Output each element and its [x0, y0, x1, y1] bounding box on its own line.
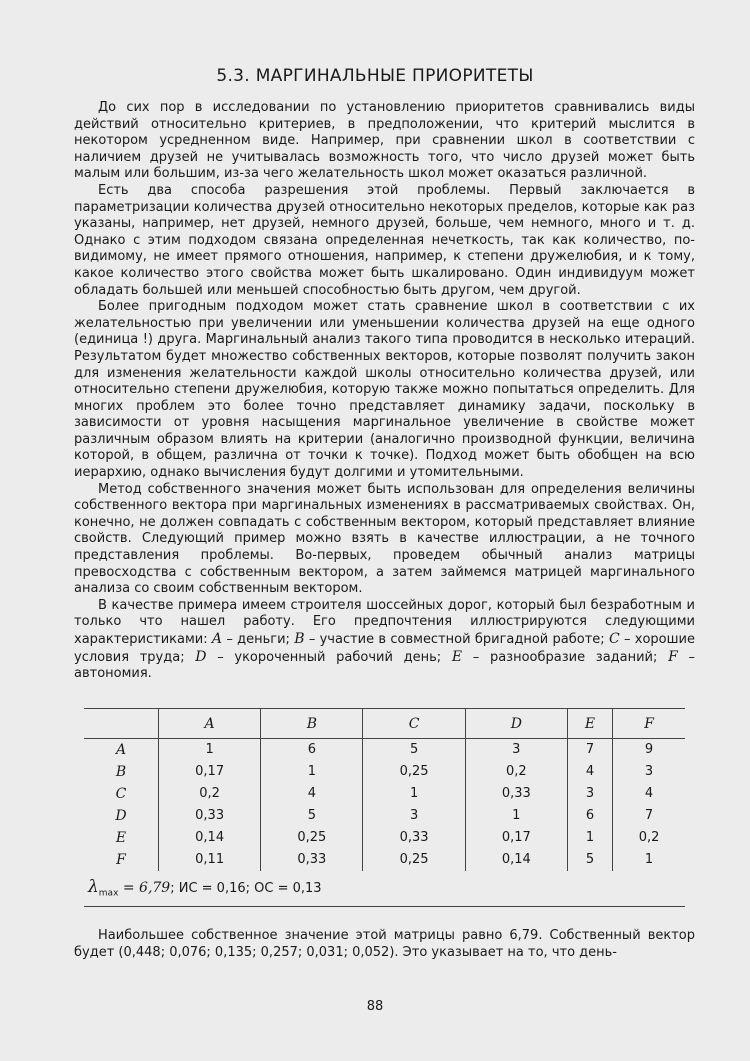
row-label: A — [115, 741, 127, 758]
table-cell: 0,2 — [465, 761, 567, 783]
page-number: 88 — [366, 999, 384, 1014]
row-label: C — [115, 785, 127, 802]
table-cell: 0,14 — [159, 827, 261, 849]
table-cell: 4 — [261, 783, 363, 805]
table-cell: 0,33 — [363, 827, 465, 849]
table-cell: 7 — [613, 805, 685, 827]
table-cell: 9 — [613, 739, 685, 761]
header-cell: B — [261, 709, 363, 739]
table-cell: 5 — [363, 739, 465, 761]
header-cell: A — [159, 709, 261, 739]
text-d: – укороченный рабочий день; — [206, 649, 452, 665]
comparison-matrix — [84, 708, 685, 907]
table-cell: 0,14 — [465, 849, 567, 871]
table-cell: 1 — [567, 827, 612, 849]
symbol-f: F — [668, 648, 678, 665]
table-header-row — [84, 709, 685, 739]
table-cell: 1 — [363, 783, 465, 805]
table-cell: 1 — [465, 805, 567, 827]
body-text — [74, 100, 695, 683]
symbol-c: C — [608, 631, 620, 647]
paragraph-4: Метод собственного значения может быть использован для определения величины собственного вектора при маргинальных изменениях в рассматриваемых свойствах. Он, конечно, не должен совпадать с собственным вектором, который представляет влияние свойств. Следующий пример можно взять в качестве иллюстрации, а не точного представления проблемы. Во-первых, проведем обычный анализ матрицы превосходства с собственным вектором, а затем займемся матрицей маргинального анализа со своим собственным вектором. — [74, 481, 695, 597]
table-cell: 4 — [567, 761, 612, 783]
header-cell: D — [465, 709, 567, 739]
table-cell: 0,2 — [613, 827, 685, 849]
table-cell: 0,33 — [261, 849, 363, 871]
paragraph-2: Есть два способа разрешения этой проблемы. Первый заключается в параметризации количества друзей относительно некоторых пределов, которые как раз указаны, например, нет друзей, немного друзей, больше, чем немного, много и т. д. Однако с этим подходом связана определенная нечеткость, так как количество, по-видимому, не имеет прямого отношения, например, к степени дружелюбия, и к тому, какое количество этого свойства может быть шкалировано. Один индивидуум может обладать большей или меньшей способностью быть другом, чем другой. — [74, 182, 695, 298]
example-paragraph — [74, 598, 695, 683]
header-cell: F — [613, 709, 685, 739]
header-cell: E — [567, 709, 612, 739]
table-cell: 1 — [261, 761, 363, 783]
table-row — [84, 783, 685, 805]
symbol-b: B — [294, 631, 305, 647]
closing-text — [74, 928, 695, 961]
text-a: – деньги; — [222, 632, 295, 647]
text-f: – автономия. — [74, 649, 695, 682]
table-cell: 0,25 — [261, 827, 363, 849]
table-cell: 0,17 — [465, 827, 567, 849]
table-cell: 0,25 — [363, 761, 465, 783]
table-cell: 0,2 — [159, 783, 261, 805]
header-cell: C — [363, 709, 465, 739]
text-b: – участие в совместной бригадной работе; — [304, 632, 609, 647]
paragraph-1: До сих пор в исследовании по установлению приоритетов сравнивались виды действий относительно критериев, в предположении, что критерий мыслится в некотором усредненном виде. Например, при сравнении школ в соответствии с наличием друзей не учитывалась возможность того, что число друзей может быть малым или большим, из-за чего желательность школ может оказаться различной. — [74, 100, 695, 182]
table-row — [84, 739, 685, 761]
row-label: E — [115, 829, 127, 846]
symbol-a: A — [211, 631, 223, 647]
matrix-summary — [84, 871, 685, 908]
section-heading: 5.3. МАРГИНАЛЬНЫЕ ПРИОРИТЕТЫ — [216, 66, 534, 86]
table-cell: 5 — [261, 805, 363, 827]
table-cell: 1 — [159, 739, 261, 761]
table-cell: 0,17 — [159, 761, 261, 783]
table-cell: 0,25 — [363, 849, 465, 871]
table-cell: 3 — [567, 783, 612, 805]
table-cell: 0,11 — [159, 849, 261, 871]
row-label: D — [115, 807, 127, 824]
row-label: F — [116, 851, 126, 868]
table-cell: 6 — [567, 805, 612, 827]
header-cell — [84, 709, 159, 739]
table-row — [84, 761, 685, 783]
table-cell: 3 — [613, 761, 685, 783]
table-cell: 0,33 — [465, 783, 567, 805]
lambda-subscript: max — [98, 888, 119, 899]
lambda-equals: = — [118, 879, 140, 896]
matrix-table — [84, 708, 685, 871]
example-intro: В качестве примера имеем строителя шоссейных дорог, который был безработным и только что нашел работу. Его предпочтения иллюстрируются следующими характеристиками: — [74, 597, 695, 647]
consistency-values: ; ИС = 0,16; ОС = 0,13 — [170, 880, 322, 896]
table-cell: 4 — [613, 783, 685, 805]
paragraph-after-table: Наибольшее собственное значение этой матрицы равно 6,79. Собственный вектор будет (0,448; 0,076; 0,135; 0,257; 0,031; 0,052). Это указывает на то, что день- — [74, 928, 695, 960]
table-row — [84, 805, 685, 827]
paragraph-3: Более пригодным подходом может стать сравнение школ в соответствии с их желательностью при увеличении или уменьшении количества друзей на еще одного (единица !) друга. Маргинальный анализ такого типа проводится в несколько итераций. Результатом будет множество собственных векторов, которые позволят получить закон для изменения желательности каждой школы относительно количества друзей, или относительно степени дружелюбия, которую также можно попытаться определить. Для многих проблем это более точно представляет динамику задачи, поскольку в зависимости от уровня насыщения маргинальное увеличение в свойстве может различным образом влиять на критерии (аналогично производной функции, величина которой, в общем, различна от точки к точке). Подход может быть обобщен на всю иерархию, однако вычисления будут долгими и утомительными. — [74, 299, 695, 481]
table-cell: 7 — [567, 739, 612, 761]
row-label: B — [115, 763, 127, 780]
table-row — [84, 849, 685, 871]
table-cell: 3 — [465, 739, 567, 761]
table-cell: 3 — [363, 805, 465, 827]
table-cell: 6 — [261, 739, 363, 761]
table-row — [84, 827, 685, 849]
symbol-d: D — [195, 648, 207, 665]
table-cell: 1 — [613, 849, 685, 871]
text-e: – разнообразие заданий; — [462, 649, 669, 665]
text-c: – хорошие условия труда; — [74, 632, 695, 665]
lambda-symbol: λ — [88, 876, 99, 897]
lambda-max-value: 6,79 — [139, 879, 171, 896]
table-cell: 0,33 — [159, 805, 261, 827]
table-cell: 5 — [567, 849, 612, 871]
symbol-e: E — [451, 648, 463, 665]
